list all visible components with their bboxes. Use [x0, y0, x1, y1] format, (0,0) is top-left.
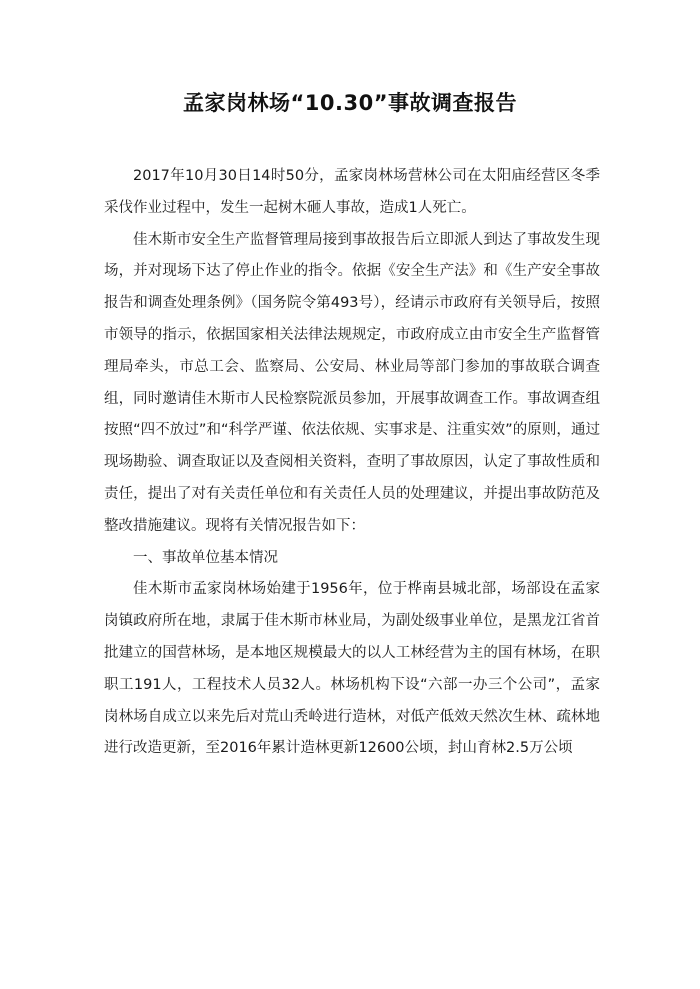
paragraph-accident-summary: 2017年10月30日14时50分，孟家岗林场营林公司在太阳庙经营区冬季采伐作业过程中，发生一起树木砸人事故，造成1人死亡。: [104, 168, 600, 216]
paragraph-unit-info: 佳木斯市孟家岗林场始建于1956年，位于桦南县城北部，场部设在孟家岗镇政府所在地，隶属于佳木斯市林业局，为副处级事业单位，是黑龙江省首批建立的国营林场，是本地区规模最大的以人工林经营为主的国有林场，在职职工191人，工程技术人员32人。林场机构下设“六部一办三个公司”，孟家岗林场自成立以来先后对荒山秃岭进行造林，对低产低效天然次生林、疏林地进行改造更新，至2016年累计造林更新12600公顷，封山育林2.5万公顷: [104, 581, 600, 757]
paragraph-investigation-process: 佳木斯市安全生产监督管理局接到事故报告后立即派人到达了事故发生现场，并对现场下达了停止作业的指令。依据《安全生产法》和《生产安全事故报告和调查处理条例》（国务院令第493号），经请示市政府有关领导后，按照市领导的指示，依据国家相关法律法规规定，市政府成立由市安全生产监督管理局牵头，市总工会、监察局、公安局、林业局等部门参加的事故联合调查组，同时邀请佳木斯市人民检察院派员参加，开展事故调查工作。事故调查组按照“四不放过”和“科学严谨、依法依规、实事求是、注重实效”的原则，通过现场勘验、调查取证以及查阅相关资料，查明了事故原因，认定了事故性质和责任，提出了对有关责任单位和有关责任人员的处理建议，并提出事故防范及整改措施建议。现将有关情况报告如下：: [104, 231, 600, 534]
section-heading-unit-info: 一、事故单位基本情况: [133, 549, 278, 566]
document-title: 孟家岗林场“10.30”事故调查报告: [182, 91, 518, 115]
document-body: [104, 161, 600, 765]
